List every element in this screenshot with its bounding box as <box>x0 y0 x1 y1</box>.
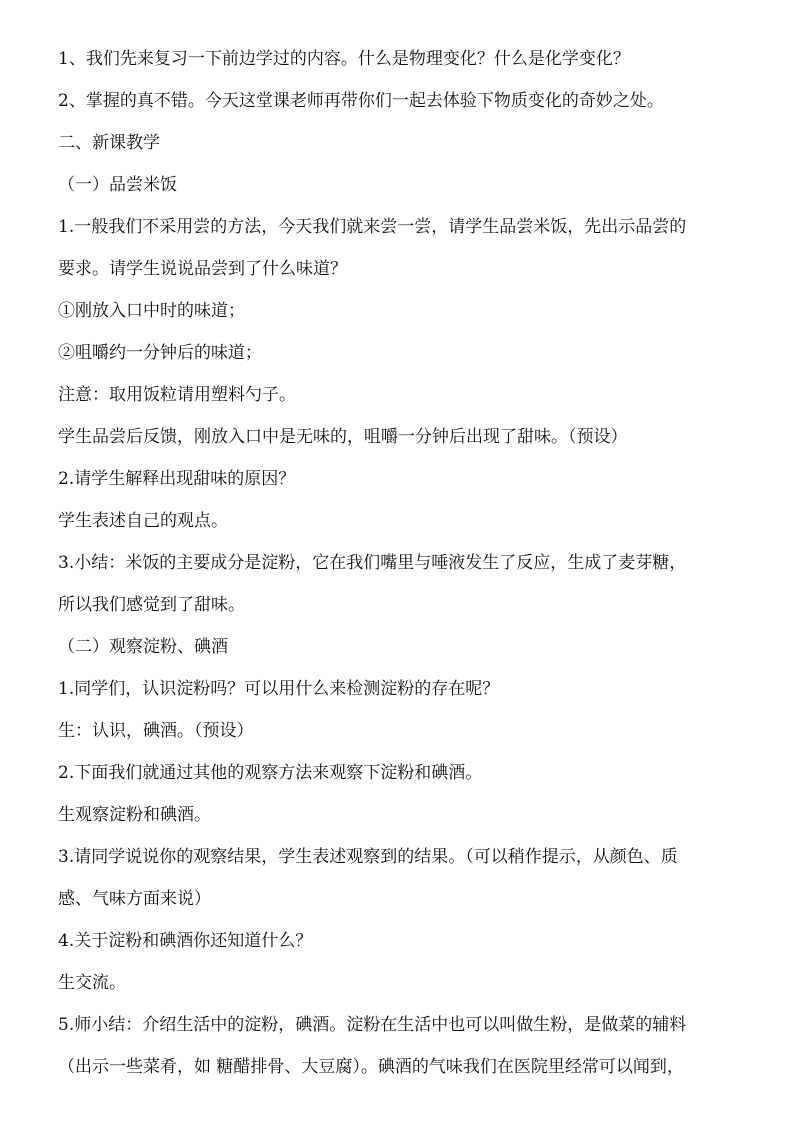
paragraph-line: 1.同学们，认识淀粉吗？可以用什么来检测淀粉的存在呢？ <box>58 679 500 699</box>
list-item: ①刚放入口中时的味道； <box>58 301 245 321</box>
paragraph-line: 学生表述自己的观点。 <box>58 511 228 531</box>
paragraph-line: 2.下面我们就通过其他的观察方法来观察下淀粉和碘酒。 <box>58 763 483 783</box>
paragraph-line: 1.一般我们不采用尝的方法，今天我们就来尝一尝，请学生品尝米饭，先出示品尝的 <box>58 217 687 237</box>
paragraph-line: 所以我们感觉到了甜味。 <box>58 595 245 615</box>
paragraph-line: 感、气味方面来说） <box>58 889 211 909</box>
list-item: ②咀嚼约一分钟后的味道； <box>58 343 262 363</box>
paragraph-line: （出示一些菜肴，如 糖醋排骨、大豆腐）。碘酒的气味我们在医院里经常可以闻到， <box>58 1057 684 1077</box>
section-heading-new-lesson: 二、新课教学 <box>58 133 160 153</box>
paragraph-line: 3.小结：米饭的主要成分是淀粉，它在我们嘴里与唾液发生了反应，生成了麦芽糖， <box>58 553 687 573</box>
paragraph-line: 生观察淀粉和碘酒。 <box>58 805 211 825</box>
intro-review-question: 1、我们先来复习一下前边学过的内容。什么是物理变化？什么是化学变化？ <box>58 49 630 69</box>
paragraph-line: 5.师小结：介绍生活中的淀粉，碘酒。淀粉在生活中也可以叫做生粉，是做菜的辅料 <box>58 1015 687 1035</box>
intro-transition: 2、掌握的真不错。今天这堂课老师再带你们一起去体验下物质变化的奇妙之处。 <box>58 91 664 111</box>
paragraph-line: 生交流。 <box>58 973 126 993</box>
paragraph-line: 生：认识，碘酒。（预设） <box>58 721 254 741</box>
paragraph-line: 4.关于淀粉和碘酒你还知道什么？ <box>58 931 313 951</box>
paragraph-line: 要求。请学生说说品尝到了什么味道？ <box>58 259 347 279</box>
paragraph-line: 2.请学生解释出现甜味的原因？ <box>58 469 296 489</box>
paragraph-line: 学生品尝后反馈，刚放入口中是无味的，咀嚼一分钟后出现了甜味。（预设） <box>58 427 628 447</box>
paragraph-line: 3.请同学说说你的观察结果，学生表述观察到的结果。（可以稍作提示，从颜色、质 <box>58 847 678 867</box>
subsection-heading-observe: （二）观察淀粉、碘酒 <box>58 637 228 657</box>
note-line: 注意：取用饭粒请用塑料勺子。 <box>58 385 296 405</box>
subsection-heading-taste-rice: （一）品尝米饭 <box>58 175 177 195</box>
